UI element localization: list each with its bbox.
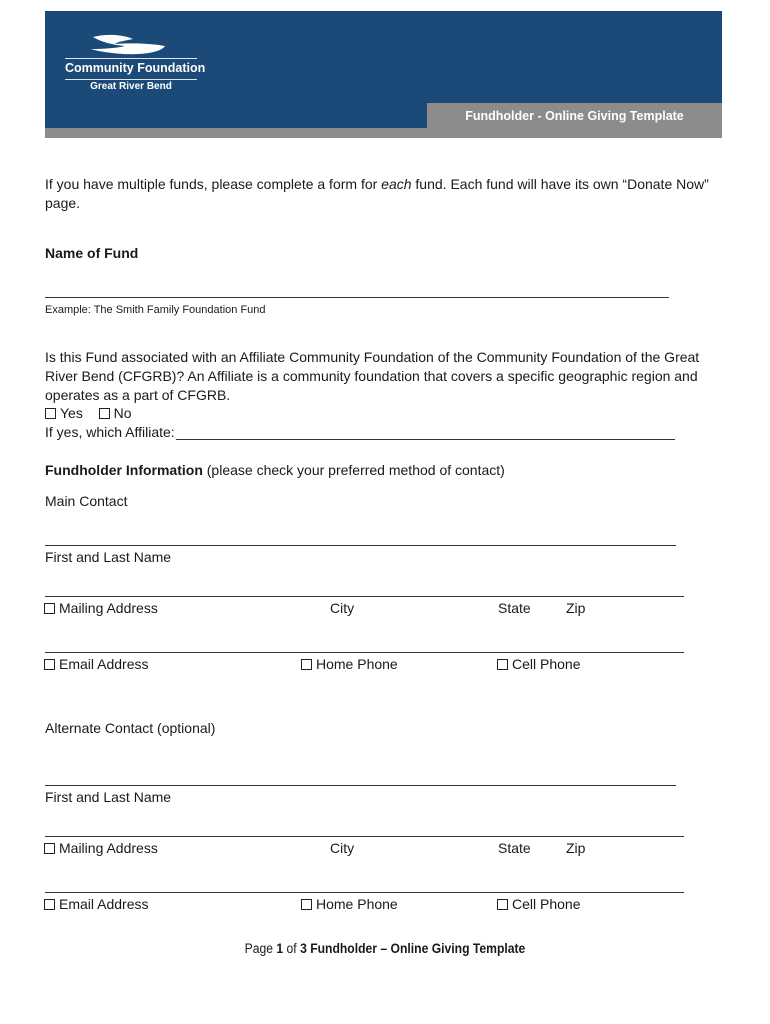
main-cell-phone-checkbox[interactable] bbox=[497, 659, 508, 670]
main-city-label: City bbox=[330, 600, 355, 616]
alt-mailing-label: Mailing Address bbox=[59, 840, 158, 856]
footer-page-word: Page bbox=[244, 941, 277, 956]
no-label: No bbox=[113, 405, 132, 421]
affiliate-which-label: If yes, which Affiliate: bbox=[45, 424, 175, 440]
alt-name-label: First and Last Name bbox=[45, 789, 172, 805]
yes-label: Yes bbox=[60, 405, 83, 421]
main-home-phone-checkbox[interactable] bbox=[301, 659, 312, 670]
main-email-checkbox[interactable] bbox=[44, 659, 55, 670]
alt-email-checkbox[interactable] bbox=[44, 899, 55, 910]
main-cell-phone-option bbox=[497, 655, 581, 674]
main-contact-info-field[interactable] bbox=[45, 652, 684, 653]
alt-name-field[interactable] bbox=[45, 785, 676, 786]
footer-page-total: 3 bbox=[300, 941, 307, 956]
footer-doc-title: Fundholder – Online Giving Template bbox=[306, 941, 526, 956]
alt-email-option bbox=[44, 895, 148, 914]
main-address-field[interactable] bbox=[45, 596, 684, 597]
main-zip-label: Zip bbox=[566, 600, 586, 616]
affiliate-which-row bbox=[45, 423, 175, 442]
main-email-option bbox=[44, 655, 148, 674]
community-foundation-logo bbox=[65, 34, 206, 96]
alt-home-phone-checkbox[interactable] bbox=[301, 899, 312, 910]
no-checkbox[interactable] bbox=[99, 408, 110, 419]
affiliate-which-field[interactable] bbox=[176, 439, 675, 440]
logo-rule-top bbox=[65, 58, 197, 59]
alternate-contact-title: Alternate Contact (optional) bbox=[45, 720, 216, 736]
main-home-phone-option bbox=[301, 655, 398, 674]
alt-contact-info-field[interactable] bbox=[45, 892, 684, 893]
main-mailing-option bbox=[44, 599, 158, 618]
header-tab bbox=[427, 103, 722, 138]
template-title: Fundholder - Online Giving Template bbox=[465, 109, 684, 123]
logo-name: Community Foundation bbox=[65, 61, 206, 75]
alt-state-label: State bbox=[498, 840, 531, 856]
alt-mailing-option bbox=[44, 839, 158, 858]
alt-zip-label: Zip bbox=[566, 840, 586, 856]
fund-name-field[interactable] bbox=[45, 297, 669, 298]
logo-subtitle: Great River Bend bbox=[90, 81, 172, 92]
main-mailing-label: Mailing Address bbox=[59, 600, 158, 616]
main-cell-phone-label: Cell Phone bbox=[512, 656, 581, 672]
intro-text-2: fund. Each fund will have its own “Donate Now” page. bbox=[45, 176, 709, 211]
footer-of-word: of bbox=[283, 941, 301, 956]
main-name-field[interactable] bbox=[45, 545, 676, 546]
alt-city-label: City bbox=[330, 840, 355, 856]
alt-address-field[interactable] bbox=[45, 836, 684, 837]
name-of-fund-heading: Name of Fund bbox=[45, 245, 139, 261]
fundholder-heading-note: (please check your preferred method of contact) bbox=[202, 462, 505, 478]
main-mailing-checkbox[interactable] bbox=[44, 603, 55, 614]
main-email-label: Email Address bbox=[59, 656, 149, 672]
logo-rule-bottom bbox=[65, 79, 197, 80]
alt-email-label: Email Address bbox=[59, 896, 149, 912]
fund-name-example: Example: The Smith Family Foundation Fund bbox=[45, 304, 266, 316]
affiliate-question: Is this Fund associated with an Affiliate Community Foundation of the Community Foundation of the Great River Bend (CFGRB)? An Affiliate is a community foundation that covers a specific geographic region and operates as a part of CFGRB. bbox=[45, 349, 700, 403]
footer-page-number: 1 bbox=[276, 941, 284, 956]
main-contact-title: Main Contact bbox=[45, 493, 128, 509]
alt-mailing-checkbox[interactable] bbox=[44, 843, 55, 854]
alt-cell-phone-option bbox=[497, 895, 581, 914]
intro-text-1: If you have multiple funds, please complete a form for bbox=[45, 176, 382, 192]
yes-checkbox[interactable] bbox=[45, 408, 56, 419]
river-logo-icon bbox=[87, 34, 167, 56]
alt-cell-phone-label: Cell Phone bbox=[512, 896, 581, 912]
alt-home-phone-label: Home Phone bbox=[316, 896, 398, 912]
page-footer bbox=[39, 941, 732, 956]
alt-cell-phone-checkbox[interactable] bbox=[497, 899, 508, 910]
intro-paragraph bbox=[45, 175, 725, 213]
main-state-label: State bbox=[498, 600, 531, 616]
affiliate-options bbox=[45, 404, 132, 423]
fundholder-heading-row bbox=[45, 461, 505, 480]
intro-emphasis: each bbox=[381, 176, 412, 192]
alt-home-phone-option bbox=[301, 895, 398, 914]
main-name-label: First and Last Name bbox=[45, 549, 172, 565]
main-home-phone-label: Home Phone bbox=[316, 656, 398, 672]
fundholder-heading: Fundholder Information bbox=[45, 462, 203, 478]
